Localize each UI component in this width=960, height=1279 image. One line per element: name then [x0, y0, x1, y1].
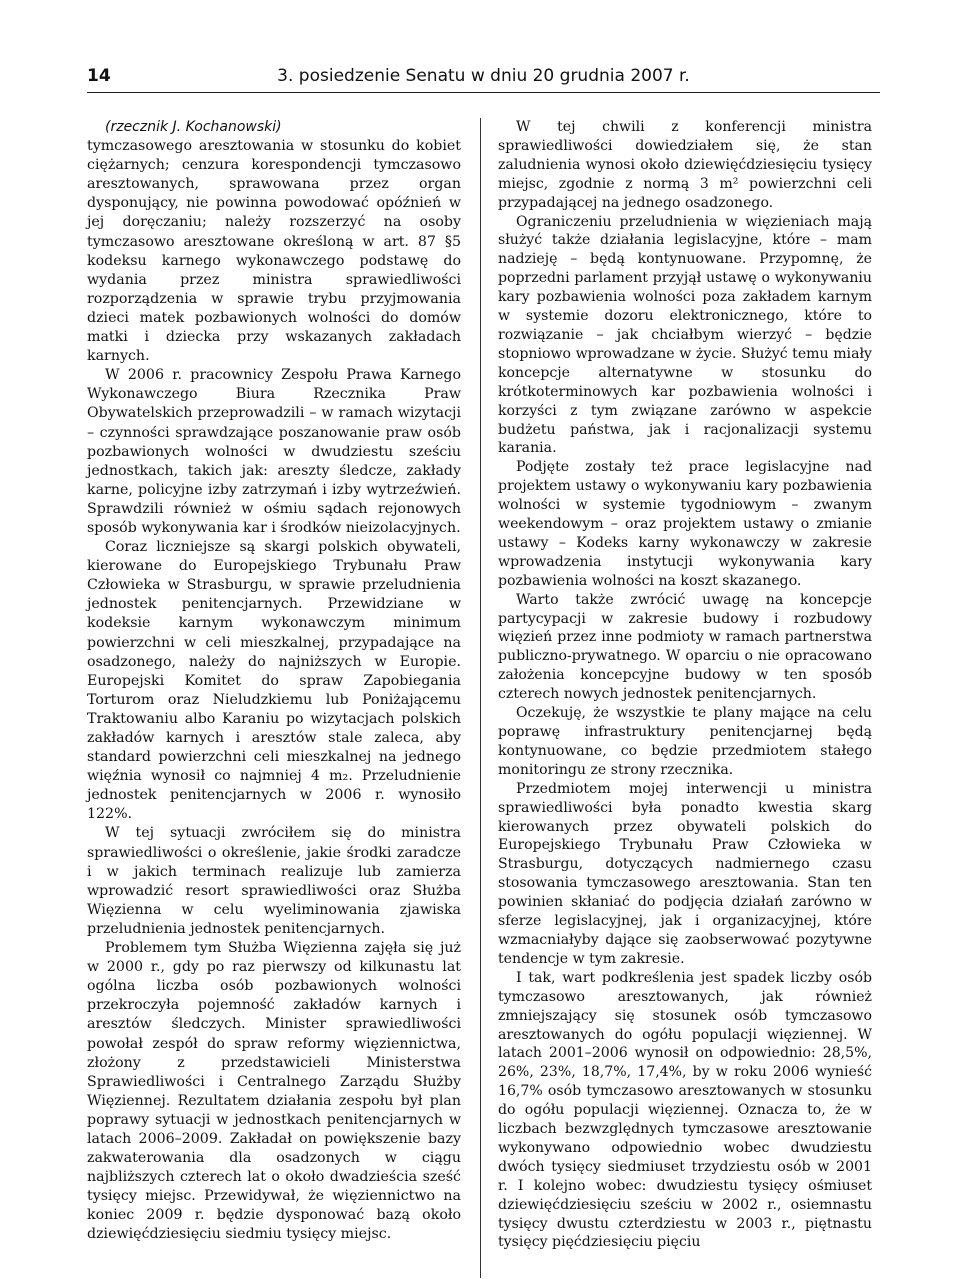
paragraph: Podjęte zostały też prace legislacyjne nad projektem ustawy o wykonywaniu kary pozbawienia wolności w systemie tygodniowym – zwanym weekendowym – oraz projektem ustawy o zmianie ustawy – Kodeks karny wykonawczy w zakresie wprowadzenia instytucji wykonywania kary pozbawienia wolności na koszt skazanego. — [498, 459, 872, 589]
speaker-label: (rzecznik J. Kochanowski) — [105, 119, 282, 135]
paragraph: W tej sytuacji zwróciłem się do ministra sprawiedliwości o określenie, jakie środki zaradcze i w jakich terminach realizuje lub zamierza wprowadzić resort sprawiedliwości oraz Służba Więzienna w celu wyeliminowania zjawiska przeludnienia jednostek penitencjarnych. — [87, 825, 461, 937]
paragraph: Przedmiotem mojej interwencji u ministra sprawiedliwości była ponadto kwestia skarg kierowanych przez obywateli polskich do Europejskiego Trybunału Praw Człowieka w Strasburgu, dotyczących nadmiernego czasu stosowania tymczasowego aresztowania. Stan ten powinien skłaniać do podjęcia działań zarówno w sferze legislacyjnej, jak i organizacyjnej, które wzmacniałyby dające się zaobserwować pozytywne tendencje w tym zakresie. — [498, 780, 872, 967]
paragraph: I tak, wart podkreślenia jest spadek liczby osób tymczasowo aresztowanych, jak również zmniejszający się stosunek osób tymczasowo aresztowanych do ogółu populacji więziennej. W latach 2001–2006 wynosił on odpowiednio: 28,5%, 26%, 23%, 18,7%, 17,4%, by w roku 2006 wynieść 16,7% osób tymczasowo aresztowanych w stosunku do ogółu populacji więziennej. Oznacza to, że w liczbach bezwzględnych tymczasowe aresztowanie wykonywano odpowiednio wobec dwudziestu dwóch tysięcy siedmiuset trzydziestu osób w 2001 r. I kolejno wobec: dwudziestu tysięcy ośmiuset dziewięćdziesięciu sześciu w 2002 r., osiemnastu tysięcy dwustu czterdziestu w 2003 r., piętnastu tysięcy pięćdziesięciu pięciu — [498, 969, 872, 1251]
paragraph: Coraz liczniejsze są skargi polskich obywateli, kierowane do Europejskiego Trybunału Praw Człowieka w Strasburgu, w sprawie przeludnienia jednostek penitencjarnych. Przewidziane w kodeksie karnym wykonawczym minimum powierzchni w celi mieszkalnej, przypadające na osadzonego, należy do najniższych w Europie. Europejski Komitet do spraw Zapobiegania Torturom oraz Nieludzkiemu lub Poniżającemu Traktowaniu albo Karaniu po wizytacjach polskich zakładów karnych i aresztów stale zaleca, aby standard powierzchni celi mieszkalnej na jednego więźnia wynosił co najmniej 4 m₂. Przeludnienie jednostek penitencjarnych w 2006 r. wynosiło 122%. — [87, 539, 461, 823]
column-divider — [480, 118, 481, 1278]
paragraph: tymczasowego aresztowania w stosunku do kobiet ciężarnych; cenzura korespondencji tymczasowo aresztowanych, sprawowana przez organ dysponujący, nie powinna powodować opóźnień w jej doręczaniu; należy rozszerzyć na osoby tymczasowo aresztowane określoną w art. 87 §5 kodeksu karnego wykonawczego podstawę do wydania przez ministra sprawiedliwości rozporządzenia w sprawie trybu przyjmowania dzieci matek pozbawionych wolności do domów matki i dziecka przy wskazanych zakładach karnych. — [87, 138, 461, 365]
paragraph: W tej chwili z konferencji ministra sprawiedliwości dowiedziałem się, że stan zaludnienia wynosi około dziewięćdziesięciu tysięcy miejsc, zgodnie z normą 3 m² powierzchni celi przypadającej na jednego osadzonego. — [498, 119, 872, 211]
paragraph: W 2006 r. pracownicy Zespołu Prawa Karnego Wykonawczego Biura Rzecznika Praw Obywatelskich przeprowadzili – w ramach wizytacji – czynności sprawdzające poszanowanie praw osób pozbawionych wolności w dwudziestu sześciu jednostkach, takich jak: areszty śledcze, zakłady karne, policyjne izby zatrzymań i izby wytrzeźwień. Sprawdzili również w ośmiu sądach rejonowych sposób wykonywania kar i środków nieizolacyjnych. — [87, 367, 461, 536]
paragraph: Ograniczeniu przeludnienia w więzieniach mają służyć także działania legislacyjne, które – mam nadzieję – będą kontynuowane. Przypomnę, że poprzedni parlament przyjął ustawę o wykonywaniu kary pozbawienia wolności poza zakładem karnym w systemie dozoru elektronicznego, które to rozwiązanie – jak chciałbym wierzyć – będzie stopniowo wprowadzane w życie. Służyć temu miały koncepcje alternatywne w stosunku do krótkoterminowych kar pozbawienia wolności i korzyści z tym związane zarówno w aspekcie budżetu państwa, jak i racjonalizacji systemu karania. — [498, 213, 872, 457]
running-title: 3. posiedzenie Senatu w dniu 20 grudnia 2007 r. — [277, 66, 690, 86]
paragraph: Warto także zwrócić uwagę na koncepcje partycypacji w zakresie budowy i rozbudowy więzień przez inne podmioty w ramach partnerstwa publiczno-prywatnego. W oparciu o nie opracowano założenia koncepcyjne budowy w ten sposób czterech nowych jednostek penitencjarnych. — [498, 591, 872, 703]
right-column — [498, 118, 872, 1252]
page-number: 14 — [87, 66, 111, 86]
page-header — [87, 62, 880, 93]
left-column — [87, 118, 461, 1245]
paragraph: Oczekuję, że wszystkie te plany mające na celu poprawę infrastruktury penitencjarnej będą kontynuowane, co będzie przedmiotem stałego monitoringu ze strony rzecznika. — [498, 705, 872, 778]
paragraph: Problemem tym Służba Więzienna zajęła się już w 2000 r., gdy po raz pierwszy od kilkunastu lat ogólna liczba osób pozbawionych wolności przekroczyła pojemność zakładów karnych i aresztów śledczych. Minister sprawiedliwości powołał zespół do spraw reformy więziennictwa, złożony z przedstawicieli Ministerstwa Sprawiedliwości i Centralnego Zarządu Służby Więziennej. Rezultatem działania zespołu był plan poprawy sytuacji w jednostkach penitencjarnych w latach 2006–2009. Zakładał on powiększenie bazy zakwaterowania dla osadzonych w ciągu najbliższych czterech lat o około dwadzieścia sześć tysięcy miejsc. Przewidywał, że więziennictwo na koniec 2009 r. będzie dysponować bazą około dziewięćdziesięciu siedmiu tysięcy miejsc. — [87, 940, 461, 1243]
